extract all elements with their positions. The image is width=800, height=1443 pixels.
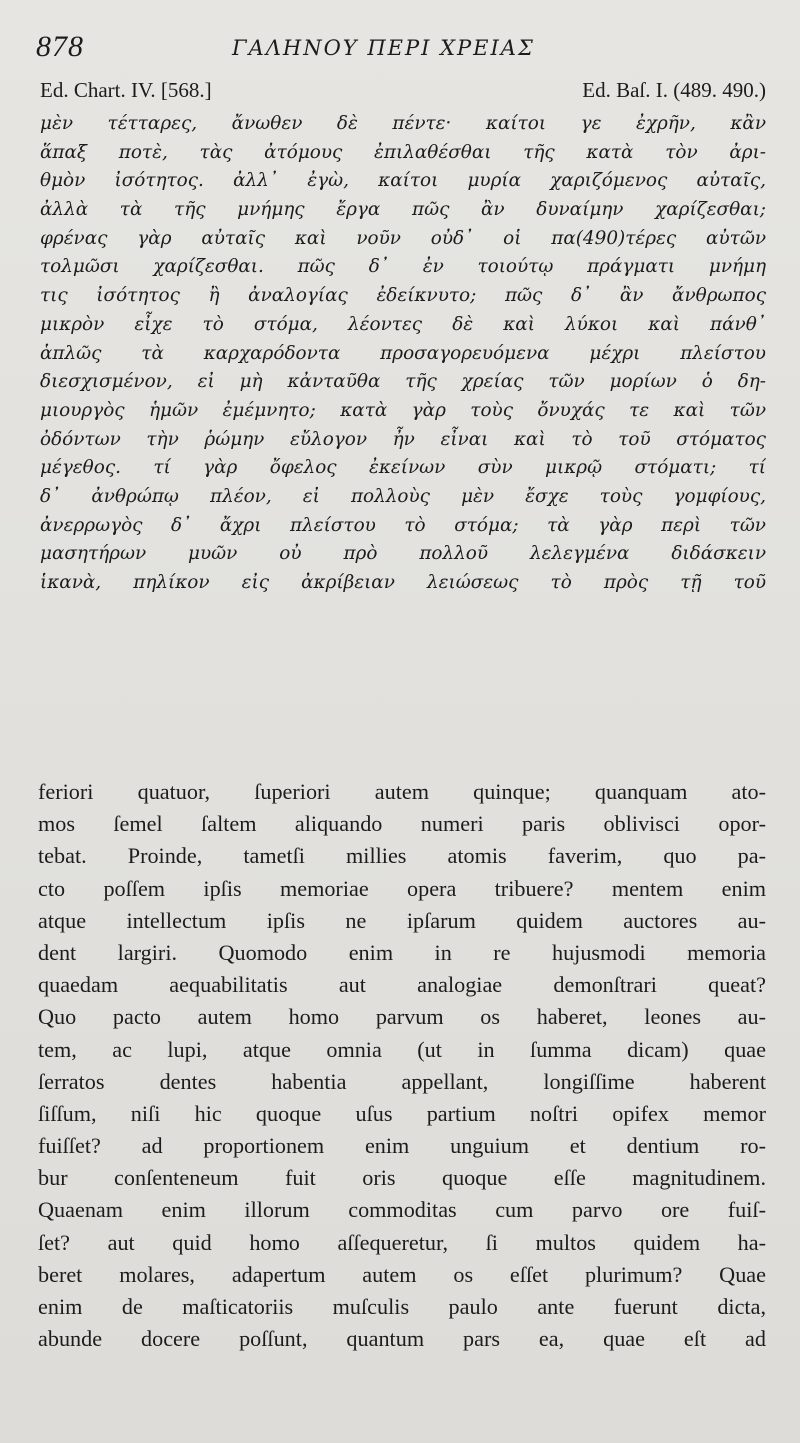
greek-text-line: μιουργὸς ἡμῶν ἐμέμνητο; κατὰ γὰρ τοὺς ὄνυχάς τε καὶ τῶν	[40, 399, 766, 421]
greek-text-line: ἀλλὰ τὰ τῆς μνήμης ἔργα πῶς ἂν δυναίμην χαρίζεσθαι;	[40, 199, 766, 221]
greek-text-block	[40, 110, 766, 598]
latin-text-line: fuiſſet? ad proportionem enim unguium et dentium ro-	[38, 1133, 766, 1159]
latin-text-line: abunde docere poſſunt, quantum pars ea, quae eſt ad	[38, 1326, 766, 1352]
greek-text-line: φρένας γὰρ αὐταῖς καὶ νοῦν οὐδ᾽ οἱ πα(490)τέρες αὐτῶν	[40, 227, 766, 249]
greek-text-line: μὲν τέτταρες, ἄνωθεν δὲ πέντε· καίτοι γε ἐχρῆν, κἂν	[40, 113, 766, 134]
latin-text-line: dent largiri. Quomodo enim in re hujusmodi memoria	[38, 939, 766, 965]
greek-text-line: θμὸν ἰσότητος. ἀλλ᾽ ἐγὼ, καίτοι μυρία χαριζόμενος αὐταῖς,	[40, 170, 766, 192]
latin-text-line: ſiſſum, niſi hic quoque uſus partium noſtri opifex memor	[38, 1100, 766, 1126]
greek-text-line: διεσχισμένον, εἰ μὴ κἀνταῦθα τῆς χρείας τῶν μορίων ὁ δη-	[40, 371, 766, 393]
greek-text-line: μικρὸν εἶχε τὸ στόμα, λέοντες δὲ καὶ λύκοι καὶ πάνθ᾽	[40, 313, 766, 335]
latin-text-line: ſet? aut quid homo aſſequeretur, ſi multos quidem ha-	[38, 1229, 766, 1255]
latin-text-line: ſerratos dentes habentia appellant, longiſſime haberent	[38, 1068, 766, 1094]
latin-text-line: cto poſſem ipſis memoriae opera tribuere? mentem enim	[38, 875, 766, 901]
latin-text-line: quaedam aequabilitatis aut analogiae demonſtrari queat?	[38, 972, 766, 998]
latin-text-line: feriori quatuor, ſuperiori autem quinque; quanquam ato-	[38, 779, 766, 804]
latin-text-line: tebat. Proinde, tametſi millies atomis faverim, quo pa-	[38, 843, 766, 869]
greek-text-line: τολμῶσι χαρίζεσθαι. πῶς δ᾽ ἐν τοιούτῳ πράγματι μνήμη	[40, 256, 766, 278]
greek-text-line: μασητήρων μυῶν οὐ πρὸ πολλοῦ λελεγμένα διδάσκειν	[40, 543, 766, 565]
latin-text-line: enim de maſticatoriis muſculis paulo ante fuerunt dicta,	[38, 1294, 766, 1319]
latin-text-line: tem, ac lupi, atque omnia (ut in ſumma dicam) quae	[38, 1036, 766, 1062]
latin-text-line: bur conſenteneum fuit oris quoque eſſe magnitudinem.	[38, 1165, 766, 1191]
greek-text-line: ἱκανὰ, πηλίκον εἰς ἀκρίβειαν λειώσεως τὸ πρὸς τῇ τοῦ	[40, 572, 766, 593]
page-number: 878	[36, 30, 84, 63]
greek-text-line: ἅπαξ ποτὲ, τὰς ἀτόμους ἐπιλαθέσθαι τῆς κατὰ τὸν ἀρι-	[40, 141, 766, 163]
running-title: ΓΑΛΗΝΟΥ ΠΕΡΙ ΧΡΕΙΑΣ	[232, 36, 535, 60]
greek-text-line: ὀδόντων τὴν ῥώμην εὔλογον ἦν εἶναι καὶ τὸ τοῦ στόματος	[40, 428, 766, 450]
greek-text-line: ἀνερρωγὸς δ᾽ ἄχρι πλείστου τὸ στόμα; τὰ γὰρ περὶ τῶν	[40, 514, 766, 536]
greek-text-line: δ᾽ ἀνθρώπῳ πλέον, εἰ πολλοὺς μὲν ἔσχε τοὺς γομφίους,	[40, 485, 766, 507]
latin-text-line: atque intellectum ipſis ne ipſarum quidem auctores au-	[38, 907, 766, 933]
greek-text-line: τις ἰσότητος ἢ ἀναλογίας ἐδείκνυτο; πῶς δ᾽ ἂν ἄνθρωπος	[40, 285, 766, 307]
edition-reference-line	[40, 78, 766, 108]
edition-reference-chartier: Ed. Chart. IV. [568.]	[40, 78, 212, 102]
latin-translation-block	[38, 776, 766, 1355]
edition-reference-basel: Ed. Baſ. I. (489. 490.)	[582, 78, 766, 102]
latin-text-line: Quo pacto autem homo parvum os haberet, leones au-	[38, 1004, 766, 1030]
greek-text-line: ἁπλῶς τὰ καρχαρόδοντα προσαγορευόμενα μέχρι πλείστου	[40, 342, 766, 364]
latin-text-line: Quaenam enim illorum commoditas cum parvo ore fuiſ-	[38, 1197, 766, 1223]
greek-text-line: μέγεθος. τί γὰρ ὄφελος ἐκείνων σὺν μικρῷ στόματι; τί	[40, 457, 766, 479]
page-header	[36, 30, 766, 70]
latin-text-line: mos ſemel ſaltem aliquando numeri paris oblivisci opor-	[38, 811, 766, 837]
latin-text-line: beret molares, adapertum autem os eſſet plurimum? Quae	[38, 1261, 766, 1287]
